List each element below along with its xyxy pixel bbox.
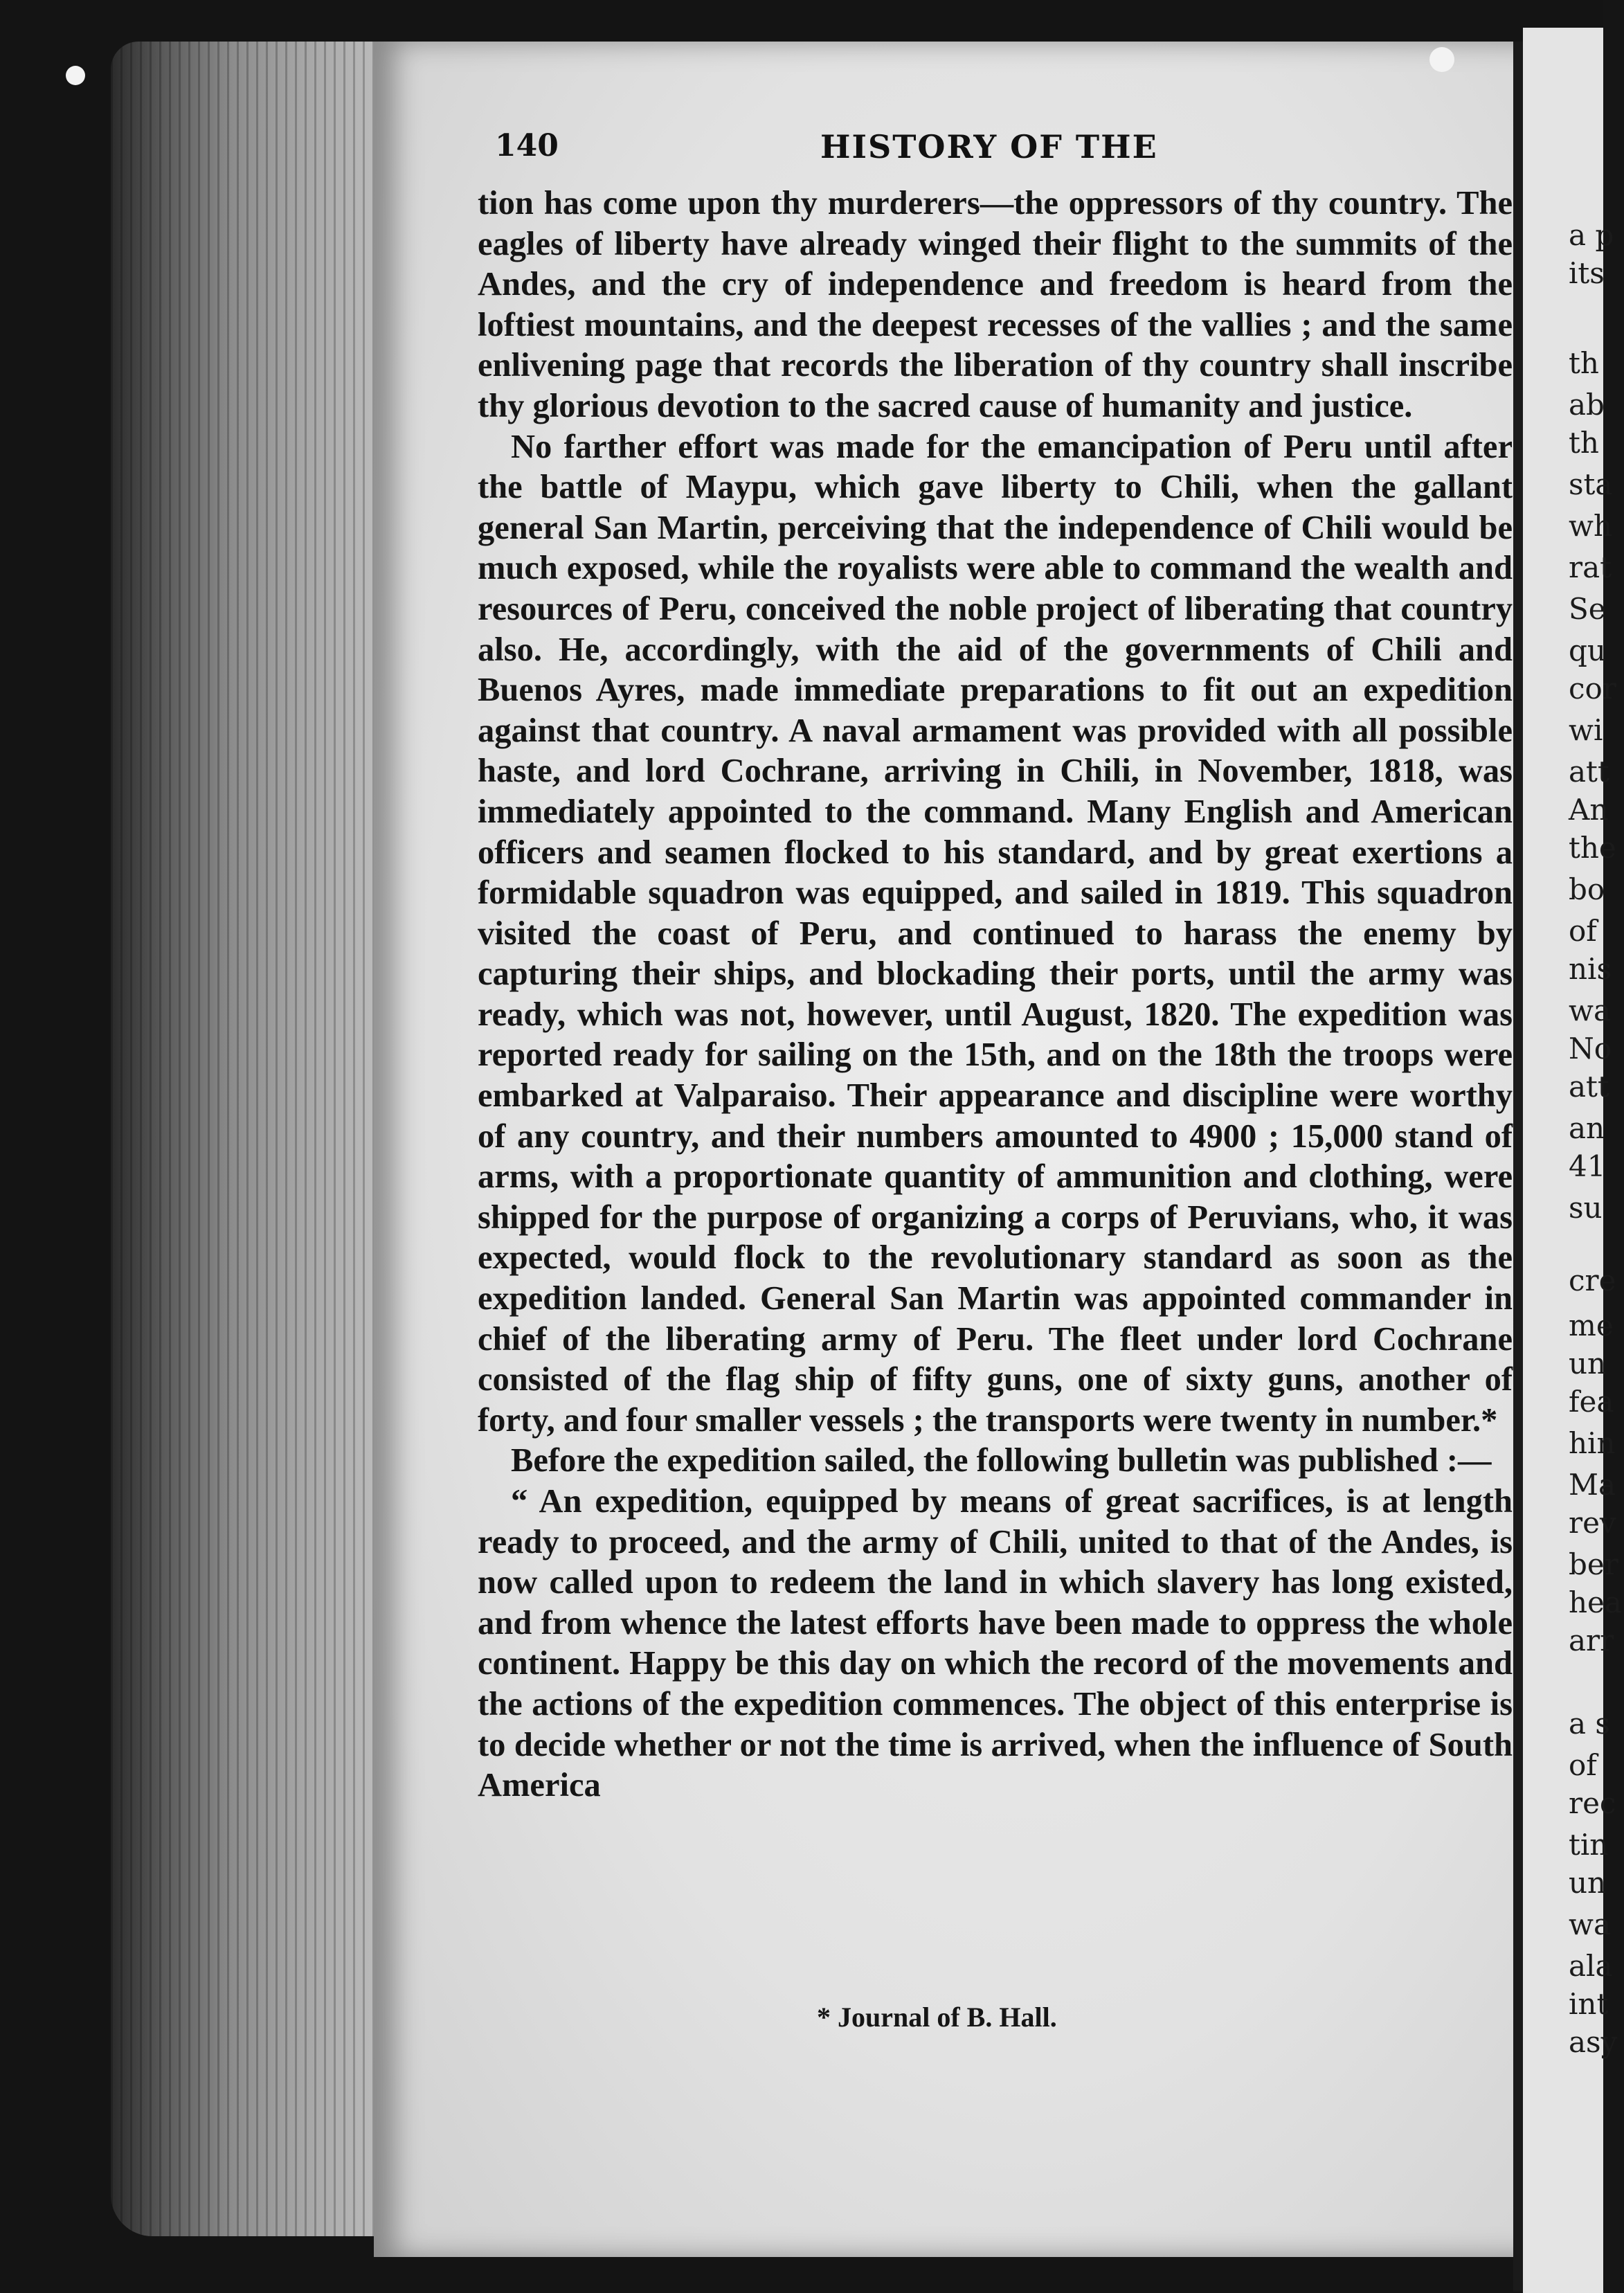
- right-page-fragment: the: [1569, 831, 1616, 865]
- right-page-fragment: fea: [1569, 1385, 1614, 1419]
- right-page-fragment: asy: [1569, 2025, 1618, 2059]
- right-page-fragment: an: [1569, 1111, 1605, 1145]
- right-page-fragment: of: [1569, 914, 1597, 948]
- right-page-fragment: a p: [1569, 218, 1614, 252]
- right-page-fragment: 41: [1569, 1149, 1606, 1183]
- right-page-fragment: wa: [1569, 1907, 1611, 1941]
- running-head: [495, 128, 1506, 177]
- right-page-fragment: qu: [1569, 633, 1606, 667]
- right-page-fragment: nis: [1569, 952, 1612, 986]
- right-page-fragment: rec: [1569, 1786, 1616, 1820]
- right-page-fragment: ala: [1569, 1949, 1613, 1983]
- right-page-fragment: of: [1569, 1748, 1597, 1782]
- right-page-fragment: sta: [1569, 467, 1613, 501]
- right-page-fragment: me: [1569, 1309, 1614, 1342]
- right-page-fragment: Ma: [1569, 1468, 1616, 1502]
- body-text: [478, 183, 1513, 1806]
- right-page-fragment: su: [1569, 1191, 1603, 1225]
- dust-spot: [1429, 47, 1454, 72]
- right-page-fragment: tin: [1569, 1828, 1609, 1862]
- right-page-fragment: bo: [1569, 872, 1605, 906]
- right-page-fragment: An: [1569, 793, 1609, 827]
- right-page-fragment: wh: [1569, 509, 1612, 543]
- right-page-fragment: wi: [1569, 713, 1603, 747]
- footnote: * Journal of B. Hall.: [817, 2002, 1057, 2033]
- paragraph-bulletin-quote: “ An expedition, equipped by means of great sacrifices, is at length ready to proceed, and the army of Chili, united to that of the Andes, is now called upon to redeem the land in which slavery has long existed, and from whence the latest efforts have been made to oppress the whole continent. Happy be this day on which the record of the movements and the actions of the expedition commences. The object of this enterprise is to decide whether or not the time is arrived, when the influence of South America: [478, 1483, 1513, 1804]
- right-page-fragment: int: [1569, 1987, 1609, 2021]
- right-page-fragment: arr: [1569, 1624, 1614, 1657]
- right-page-fragment: cor: [1569, 672, 1616, 705]
- right-page-fragment: No: [1569, 1032, 1612, 1065]
- right-page-fragment: un: [1569, 1347, 1607, 1381]
- right-page-fragment: hin: [1569, 1426, 1616, 1460]
- right-page-fragment: rat: [1569, 550, 1612, 584]
- right-page-fragment: hea: [1569, 1585, 1622, 1619]
- paragraph-bulletin-intro: Before the expedition sailed, the following bulletin was published :—: [511, 1442, 1492, 1480]
- right-page-fragment: its: [1569, 256, 1605, 290]
- right-page-fragment: rev: [1569, 1506, 1616, 1540]
- page-number: 140: [495, 128, 559, 163]
- right-page-fragment: un: [1569, 1866, 1607, 1900]
- right-page-fragment: cre: [1569, 1264, 1616, 1297]
- right-page-fragment: ber: [1569, 1547, 1618, 1581]
- right-page-fragment: th: [1569, 426, 1599, 460]
- right-page-fragment: Se: [1569, 592, 1606, 626]
- right-page-fragment: att: [1569, 1070, 1609, 1104]
- stacked-page-edges: [111, 42, 381, 2236]
- right-page-fragment: a s: [1569, 1707, 1610, 1741]
- right-page-edge: [1523, 28, 1622, 2293]
- dust-spot: [66, 66, 85, 85]
- paragraph-continuation: tion has come upon thy murderers—the oppressors of thy country. The eagles of liberty have already winged their flight to the summits of the Andes, and the cry of independence and freedom is heard from the loftiest mountains, and the deepest recesses of the vallies ; and the same enlivening page that records the liberation of thy country shall inscribe thy glorious devotion to the sacred cause of humanity and justice.: [478, 185, 1513, 424]
- right-page-fragment: th: [1569, 346, 1599, 380]
- running-title: HISTORY OF THE: [820, 128, 1158, 165]
- right-page-fragment: att: [1569, 755, 1609, 789]
- right-page-fragment: wa: [1569, 993, 1611, 1027]
- right-page-fragment: ab: [1569, 388, 1605, 422]
- paragraph-expedition: No farther effort was made for the emancipation of Peru until after the battle of Maypu, which gave liberty to Chili, when the gallant general San Martin, perceiving that the independence of Chili would be much exposed, while the royalists were able to command the wealth and resources of Peru, conceived the noble project of liberating that country also. He, accordingly, with the aid of the governments of Chili and Buenos Ayres, made immediate preparations to fit out an expedition against that country. A naval armament was provided with all possible haste, and lord Cochrane, arriving in Chili, in November, 1818, was immediately appointed to the command. Many English and American officers and seamen flocked to his standard, and by great exertions a formidable squadron was equipped, and sailed in 1819. This squadron visited the coast of Peru, and continued to harass the enemy by capturing their ships, and blockading their ports, until the army was ready, which was not, however, until August, 1820. The expedition was reported ready for sailing on the 15th, and on the 18th the troops were embarked at Valparaiso. Their appearance and discipline were worthy of any country, and their numbers amounted to 4900 ; 15,000 stand of arms, with a proportionate quantity of ammunition and clothing, were shipped for the purpose of organizing a corps of Peruvians, who, it was expected, would flock to the revolutionary standard as soon as the expedition landed. General San Martin was appointed commander in chief of the liberating army of Peru. The fleet under lord Cochrane consisted of the flag ship of fifty guns, one of sixty guns, another of forty, and four smaller vessels ; the transports were twenty in number.*: [478, 428, 1513, 1439]
